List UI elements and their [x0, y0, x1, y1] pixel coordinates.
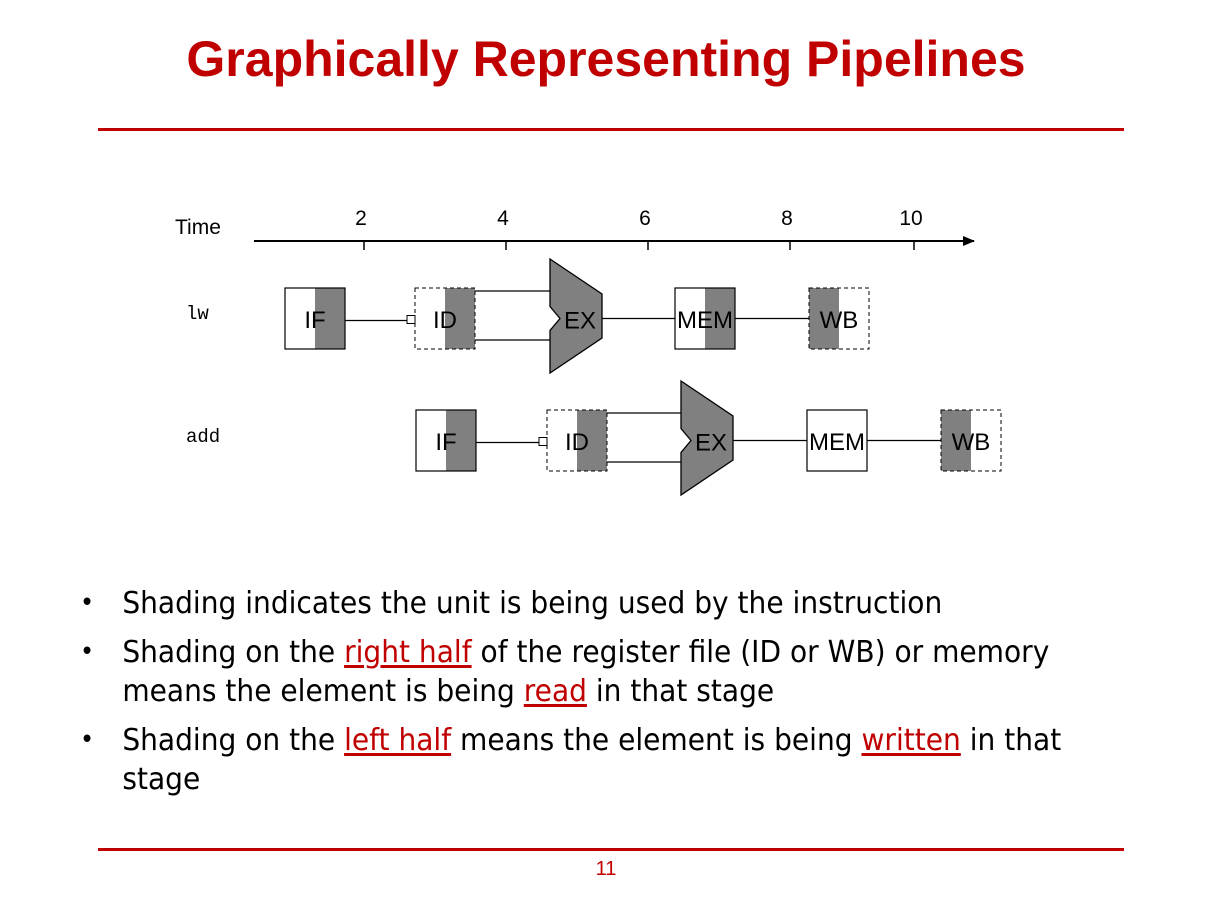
highlight-term: written	[861, 723, 961, 758]
page-number: 11	[595, 858, 617, 880]
time-label: Time	[175, 216, 221, 239]
highlight-term: left half	[344, 723, 452, 758]
bullet-list	[80, 584, 1130, 809]
pipeline-diagram	[0, 180, 1212, 540]
footer-rule	[98, 848, 1124, 851]
time-tick-label: 6	[639, 207, 651, 230]
stage-label: ID	[433, 307, 457, 334]
stage-label: EX	[694, 429, 728, 457]
highlight-term: right half	[344, 635, 472, 670]
bullet-run: Shading on the	[122, 723, 345, 758]
stage-label: EX	[563, 307, 597, 335]
bullet-run: Shading indicates the unit is being used by the instruction	[122, 586, 943, 621]
time-tick-label: 2	[355, 207, 367, 230]
bullet-item	[80, 633, 1144, 711]
stage-label: ID	[565, 429, 589, 456]
time-tick-label: 8	[781, 207, 793, 230]
bullet-run: Shading on the	[122, 635, 345, 670]
bullet-item	[80, 721, 1144, 799]
pipeline-register	[539, 438, 547, 446]
bullet-run: means the element is being	[451, 723, 862, 758]
pipeline-row-lw	[285, 259, 869, 373]
time-tick-label: 10	[899, 207, 923, 230]
highlight-term: read	[523, 674, 587, 709]
bullet-run: in that stage	[122, 723, 1062, 797]
stage-label: WB	[819, 307, 859, 334]
instruction-add-label: add	[186, 426, 221, 448]
instruction-lw-label: lw	[186, 303, 209, 325]
bullet-text	[122, 723, 1061, 797]
stage-label: WB	[951, 429, 991, 456]
slide-title: Graphically Representing Pipelines	[186, 31, 1026, 87]
stage-label: MEM	[809, 429, 865, 456]
bullet-dot: •	[80, 588, 95, 618]
pipeline-row-add	[416, 381, 1001, 495]
bullet-run: in that stage	[586, 674, 775, 709]
time-tick-label: 4	[497, 207, 509, 230]
pipeline-register	[407, 316, 415, 324]
title-rule	[98, 128, 1124, 131]
stage-label: MEM	[677, 307, 733, 334]
bullet-text	[122, 586, 942, 621]
bullet-dot: •	[80, 637, 95, 667]
stage-label: IF	[304, 307, 326, 334]
bullet-text	[122, 635, 1049, 709]
bullet-run: of the register file (ID or WB) or memory means the element is being	[122, 635, 1050, 709]
bullet-dot: •	[80, 725, 95, 755]
bullet-item	[80, 584, 1144, 623]
stage-label: IF	[435, 429, 457, 456]
